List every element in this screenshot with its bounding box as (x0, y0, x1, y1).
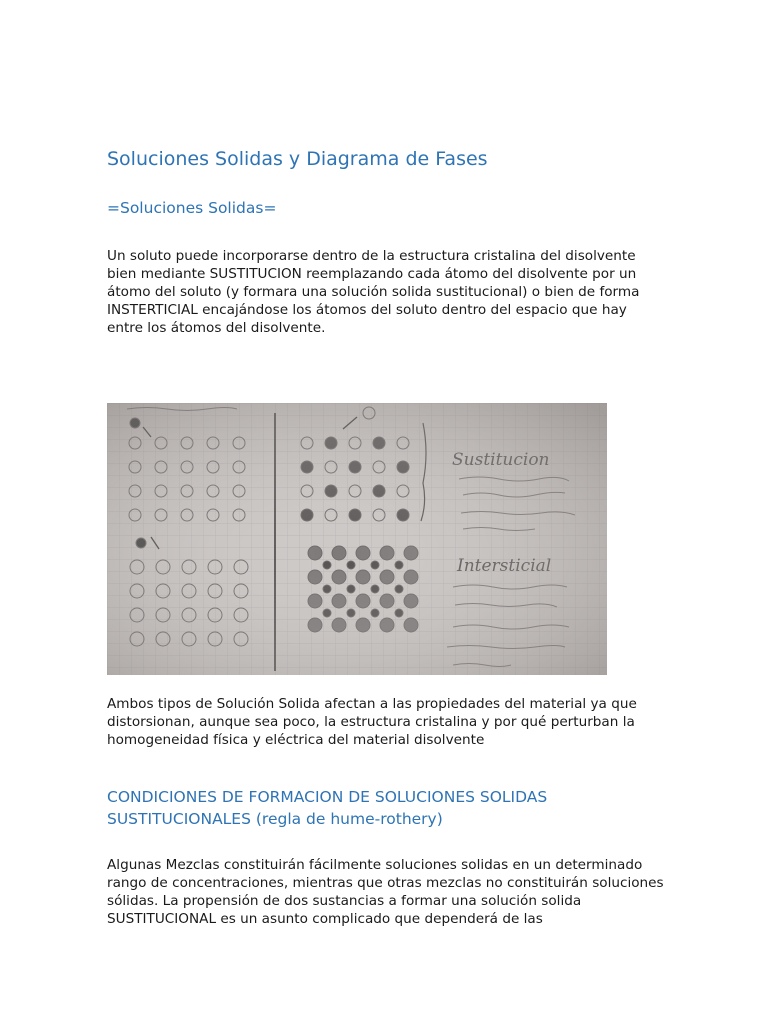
paragraph-effects: Ambos tipos de Solución Solida afectan a las propiedades del material ya que distorsionan, aunque sea poco, la estructura cristalina y por qué perturban la homogeneidad física y eléctrica del material disolvente (107, 696, 637, 748)
page-title: Soluciones Solidas y Diagrama de Fases (107, 148, 488, 170)
paragraph-conditions: Algunas Mezclas constituirán fácilmente soluciones solidas en un determinado rango de concentraciones, mientras que otras mezclas no constituirán soluciones sólidas. La propensión de dos sustancias a formar una solución solida SUSTITUCIONAL es un asunto complicado que dependerá de las (107, 857, 664, 927)
handwritten-diagram-photo (107, 403, 607, 675)
paragraph-intro: Un soluto puede incorporarse dentro de la estructura cristalina del disolvente bien mediante SUSTITUCION reemplazando cada átomo del disolvente por un átomo del soluto (y formara una solución solida sustitucional) o bien de forma INSTERTICIAL encajándose los átomos del soluto dentro del espacio que hay entre los átomos del disolvente. (107, 248, 640, 336)
section-subheading: =Soluciones Solidas= (107, 199, 277, 217)
section-heading-conditions: CONDICIONES DE FORMACION DE SOLUCIONES SOLIDAS SUSTITUCIONALES (regla de hume-rothery) (107, 788, 548, 828)
